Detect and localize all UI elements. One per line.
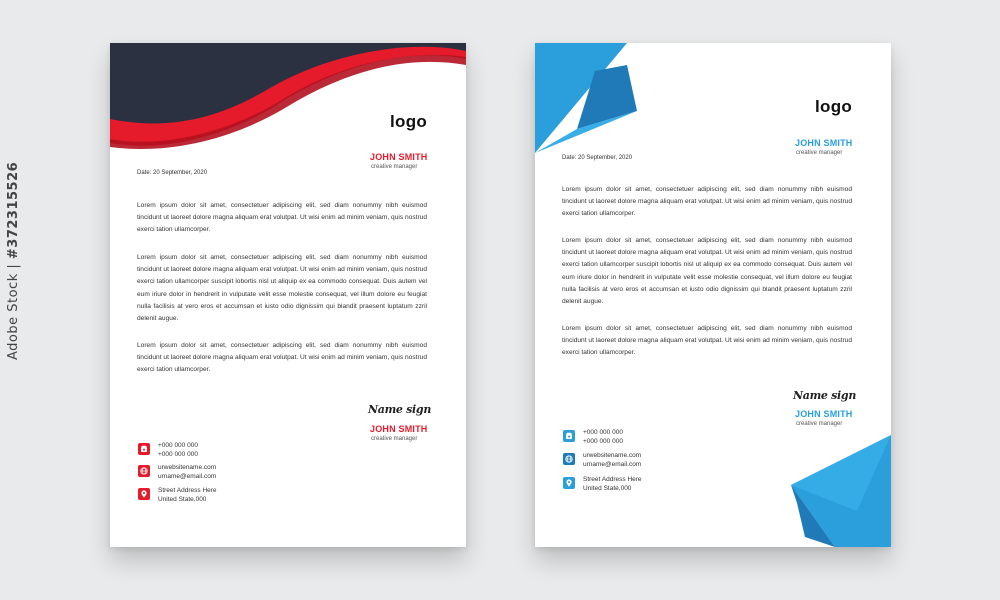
stock-brand: Adobe Stock (6, 273, 21, 360)
letterhead-blue (535, 43, 891, 547)
body-paragraph-1: Lorem ipsum dolor sit amet, consectetuer adipiscing elit, sed diam nonummy nibh euismod tincidunt ut laoreet dolore magna aliquam erat volutpat. Ut wisi enim ad minim veniam, quis nostrud exerci tation ullamcorper. (562, 186, 852, 218)
phone-line-2: +000 000 000 (583, 438, 623, 445)
header-name: JOHN SMITH (370, 152, 428, 162)
contact-web (563, 453, 763, 475)
location-pin-icon (563, 477, 575, 489)
stock-separator: | (6, 259, 21, 274)
phone-icon (563, 430, 575, 442)
phone-icon (138, 443, 150, 455)
letter-date: Date: 20 September, 2020 (562, 155, 633, 161)
address-line-2: United State,000 (158, 496, 207, 503)
logo-text: logo (815, 97, 853, 116)
sign-role: creative manager (371, 436, 418, 442)
phone-line-1: +000 000 000 (583, 429, 623, 436)
phone-line-1: +000 000 000 (158, 442, 198, 449)
signature: Name sign (793, 389, 857, 402)
stock-number: #372315526 (6, 161, 21, 260)
body-paragraph-2: Lorem ipsum dolor sit amet, consectetuer adipiscing elit, sed diam nonummy nibh euismod tincidunt ut laoreet dolore magna aliquam erat volutpat. Ut wisi enim ad minim veniam, quis nostrud exerci tation ullamcorper suscipit lobortis nisl ut aliquip ex ea commodo consequat. Duis autem vel eum iriure dolor in hendrerit in vulputate velit esse molestie consequat, vel illum dolore eu feugiat nulla facilisis at vero eros et accumsan et iusto odio dignissim qui blandit praesent luptatum zzril delenit augue. (562, 237, 852, 306)
contact-block (563, 430, 763, 500)
address-line-1: Street Address Here (158, 487, 217, 494)
contact-address (138, 488, 338, 510)
contact-phone (563, 430, 763, 452)
header-role: creative manager (796, 150, 843, 156)
letter-date: Date: 20 September, 2020 (137, 170, 208, 176)
contact-address (563, 477, 763, 499)
logo-text: logo (390, 112, 428, 131)
letterhead-red (110, 43, 466, 547)
contact-block (138, 443, 338, 513)
body-paragraph-1: Lorem ipsum dolor sit amet, consectetuer adipiscing elit, sed diam nonummy nibh euismod tincidunt ut laoreet dolore magna aliquam erat volutpat. Ut wisi enim ad minim veniam, quis nostrud exerci tation ullamcorper. (137, 202, 427, 234)
phone-line-2: +000 000 000 (158, 451, 198, 458)
email-line: urname@email.com (583, 461, 642, 468)
signature: Name sign (368, 403, 432, 416)
header-role: creative manager (371, 164, 418, 170)
body-paragraph-3: Lorem ipsum dolor sit amet, consectetuer adipiscing elit, sed diam nonummy nibh euismod tincidunt ut laoreet dolore magna aliquam erat volutpat. Ut wisi enim ad minim veniam, quis nostrud exerci tation ullamcorper. (137, 342, 427, 374)
globe-icon (138, 465, 150, 477)
address-line-1: Street Address Here (583, 476, 642, 483)
contact-phone (138, 443, 338, 465)
website-line: urwebsitename.com (583, 452, 642, 459)
location-pin-icon (138, 488, 150, 500)
body-paragraph-2: Lorem ipsum dolor sit amet, consectetuer adipiscing elit, sed diam nonummy nibh euismod tincidunt ut laoreet dolore magna aliquam erat volutpat. Ut wisi enim ad minim veniam, quis nostrud exerci tation ullamcorper suscipit lobortis nisl ut aliquip ex ea commodo consequat. Duis autem vel eum iriure dolor in hendrerit in vulputate velit esse molestie consequat, vel illum dolore eu feugiat nulla facilisis at vero eros et accumsan et iusto odio dignissim qui blandit praesent luptatum zzril delenit augue. (137, 254, 427, 323)
sign-role: creative manager (796, 421, 843, 427)
website-line: urwebsitename.com (158, 464, 217, 471)
sign-name: JOHN SMITH (370, 424, 428, 434)
body-paragraph-3: Lorem ipsum dolor sit amet, consectetuer adipiscing elit, sed diam nonummy nibh euismod tincidunt ut laoreet dolore magna aliquam erat volutpat. Ut wisi enim ad minim veniam, quis nostrud exerci tation ullamcorper. (562, 325, 852, 357)
globe-icon (563, 453, 575, 465)
email-line: urname@email.com (158, 473, 217, 480)
stock-id-label (6, 162, 21, 360)
sign-name: JOHN SMITH (795, 409, 853, 419)
header-name: JOHN SMITH (795, 138, 853, 148)
red-wave-header-graphic (110, 43, 466, 163)
address-line-2: United State,000 (583, 485, 632, 492)
contact-web (138, 465, 338, 487)
